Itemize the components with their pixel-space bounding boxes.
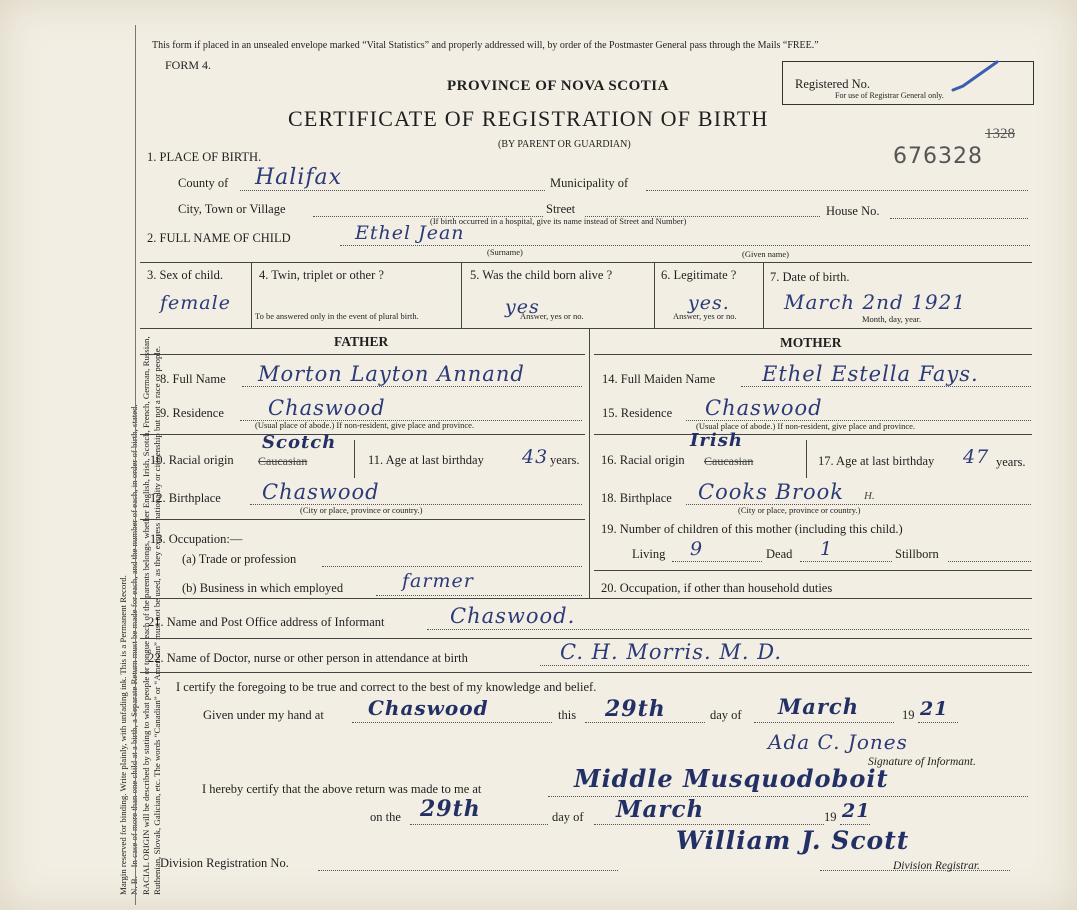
divider-1 — [251, 262, 252, 328]
father-residence-label: 9. Residence — [160, 406, 224, 420]
occupation-label: 13. Occupation:— — [150, 532, 243, 546]
mother-birthplace-label: 18. Birthplace — [601, 491, 672, 505]
year-prefix: 19 — [902, 708, 915, 722]
father-birthplace-label: 12. Birthplace — [150, 491, 221, 505]
mother-residence-label: 15. Residence — [602, 406, 673, 420]
mother-race-struck: Caucasian — [704, 454, 754, 468]
dead-label: Dead — [766, 547, 793, 561]
county-line — [240, 190, 545, 191]
father-name-label: 8. Full Name — [160, 372, 226, 386]
mother-residence-value: Chaswood — [705, 396, 823, 420]
doctor-line — [540, 665, 1029, 666]
rule-bottom — [140, 328, 1032, 329]
father-age-divider — [354, 440, 355, 478]
child-name-line — [340, 245, 1030, 246]
mail-note: This form if placed in an unsealed envelope marked “Vital Statistics” and properly addressed will, by order of the Postmaster General pass through the Mails “FREE.” — [152, 40, 819, 51]
father-residence-value: Chaswood — [268, 396, 386, 420]
dob-note: Month, day, year. — [862, 314, 922, 324]
margin-note-3: RACIAL ORIGIN will be described by stating to what people or tongue each of the parents belongs, whether English, Irish, Scotch, French, German, Russian, — [140, 336, 151, 895]
father-age-value: 43 — [522, 446, 549, 468]
father-name-line — [242, 386, 582, 387]
dob-value: March 2nd 1921 — [784, 290, 967, 314]
margin-note-2: N. B.—In case of more than one child at a birth, a Separate Return must be made for each, and the number of each, in order of birth, stated. — [129, 404, 140, 895]
given-name-note: (Given name) — [742, 249, 789, 259]
day-line — [585, 722, 705, 723]
informant-value: Chaswood. — [450, 604, 576, 628]
legitimate-note: Answer, yes or no. — [673, 311, 737, 321]
legitimate-value: yes. — [688, 292, 730, 314]
registered-number-box — [782, 61, 1034, 105]
father-rule-3 — [140, 519, 585, 520]
margin-note-4: Ruthenian, Slovak, Galician, etc. The words “Canadian” or “American” must not be used, as they express nationality or citizenship but not a race or people. — [151, 346, 162, 895]
month-line — [754, 722, 894, 723]
division-registration-line — [318, 870, 618, 871]
municipality-line — [646, 190, 1028, 191]
registrar-label: Division Registrar. — [893, 860, 980, 872]
given-place-line — [352, 722, 552, 723]
mother-name-label: 14. Full Maiden Name — [602, 372, 716, 386]
rule-top — [140, 262, 1032, 263]
margin-note-1: Margin reserved for binding. Write plainly, with unfading ink. This is a Permanent Record. — [118, 575, 128, 895]
father-name-value: Morton Layton Annand — [258, 362, 525, 386]
twin-note: To be answered only in the event of plural birth. — [255, 311, 419, 321]
place-of-birth-heading: 1. PLACE OF BIRTH. — [147, 150, 262, 164]
municipality-label: Municipality of — [550, 176, 629, 190]
business-line — [376, 595, 582, 596]
dead-line — [800, 561, 892, 562]
mother-rule-2 — [594, 434, 1032, 435]
doctor-value: C. H. Morris. M. D. — [560, 640, 783, 664]
twin-label: 4. Twin, triplet or other ? — [259, 268, 384, 282]
county-value: Halifax — [255, 165, 343, 190]
living-label: Living — [632, 547, 666, 561]
living-line — [672, 561, 762, 562]
given-place-value: Chaswood — [368, 696, 489, 720]
mother-rule-3 — [594, 570, 1032, 571]
page-title: CERTIFICATE OF REGISTRATION OF BIRTH — [288, 106, 769, 131]
month2-value: March — [616, 796, 705, 823]
registration-number: 676328 — [893, 144, 983, 169]
mother-residence-note: (Usual place of abode.) If non-resident, give place and province. — [696, 421, 916, 431]
form-number: FORM 4. — [165, 58, 212, 72]
children-label: 19. Number of children of this mother (including this child.) — [601, 522, 903, 536]
house-line — [890, 218, 1028, 219]
mother-occupation-label: 20. Occupation, if other than household duties — [601, 581, 833, 595]
mother-name-line — [741, 386, 1031, 387]
mother-birthplace-value: Cooks Brook — [698, 480, 845, 504]
doctor-label: 22. Name of Doctor, nurse or other person in attendance at birth — [148, 651, 468, 665]
mother-age-label: 17. Age at last birthday — [818, 454, 935, 468]
divider-3 — [654, 262, 655, 328]
year2-line — [840, 824, 870, 825]
dead-value: 1 — [820, 538, 834, 560]
father-birthplace-note: (City or place, province or country.) — [300, 505, 423, 515]
struck-number: 1328 — [985, 126, 1015, 142]
alive-note: Answer, yes or no. — [520, 311, 584, 321]
mother-years-label: years. — [996, 455, 1026, 469]
alive-label: 5. Was the child born alive ? — [470, 268, 613, 282]
certify-statement: I certify the foregoing to be true and correct to the best of my knowledge and belief. — [176, 680, 597, 694]
return-place-value: Middle Musquodoboit — [574, 764, 889, 793]
mother-race-value: Irish — [690, 430, 743, 451]
year2-prefix: 19 — [824, 810, 837, 824]
business-value: farmer — [402, 570, 474, 592]
given-under-label: Given under my hand at — [203, 708, 324, 722]
rule-informant-top — [140, 598, 1032, 599]
trade-label: (a) Trade or profession — [182, 552, 297, 566]
year-line — [918, 722, 958, 723]
mother-rule — [594, 354, 1032, 355]
father-rule-2 — [140, 434, 585, 435]
month-value: March — [778, 694, 859, 719]
father-years-label: years. — [550, 453, 580, 467]
day2-line — [410, 824, 548, 825]
dob-label: 7. Date of birth. — [770, 270, 850, 284]
informant-line — [427, 629, 1029, 630]
informant-signature: Ada C. Jones — [768, 730, 908, 754]
county-label: County of — [178, 176, 229, 190]
father-residence-note: (Usual place of abode.) If non-resident, give place and province. — [255, 420, 475, 430]
father-race-value: Scotch — [262, 432, 337, 453]
year-value: 21 — [920, 698, 949, 720]
informant-signature-label: Signature of Informant. — [868, 756, 976, 768]
rule-certify-top — [140, 672, 1032, 673]
father-rule — [140, 354, 585, 355]
mother-age-divider — [806, 440, 807, 478]
stillborn-line — [948, 561, 1031, 562]
father-age-label: 11. Age at last birthday — [368, 453, 484, 467]
mother-race-label: 16. Racial origin — [601, 453, 685, 467]
year2-value: 21 — [842, 800, 871, 822]
margin-divider — [135, 25, 136, 905]
mother-heading: MOTHER — [780, 335, 842, 350]
page-subtitle: (BY PARENT OR GUARDIAN) — [498, 139, 631, 150]
alive-value: yes — [505, 296, 540, 318]
father-race-struck: Caucasian — [258, 454, 308, 468]
rule-informant — [140, 638, 1032, 639]
divider-2 — [461, 262, 462, 328]
mother-birthplace-suffix: H. — [864, 490, 875, 502]
street-label: Street — [546, 202, 576, 216]
division-registration-label: Division Registration No. — [160, 856, 289, 870]
divider-4 — [763, 262, 764, 328]
this-label: this — [558, 708, 577, 722]
sex-label: 3. Sex of child. — [147, 268, 224, 282]
day2-value: 29th — [420, 796, 481, 822]
father-race-label: 10. Racial origin — [150, 453, 234, 467]
checkmark-icon — [951, 58, 1001, 98]
living-value: 9 — [690, 538, 704, 560]
return-label: I hereby certify that the above return was made to me at — [202, 782, 482, 796]
house-label: House No. — [826, 204, 880, 218]
mother-name-value: Ethel Estella Fays. — [762, 362, 979, 386]
mother-birthplace-note: (City or place, province or country.) — [738, 505, 861, 515]
registrar-note: For use of Registrar General only. — [835, 91, 944, 100]
stillborn-label: Stillborn — [895, 547, 939, 561]
child-name-label: 2. FULL NAME OF CHILD — [147, 231, 291, 245]
father-birthplace-value: Chaswood — [262, 480, 380, 504]
informant-label: 21. Name and Post Office address of Informant — [148, 615, 385, 629]
legitimate-label: 6. Legitimate ? — [661, 268, 737, 282]
registrar-signature: William J. Scott — [676, 826, 910, 855]
month2-line — [594, 824, 824, 825]
province-heading: PROVINCE OF NOVA SCOTIA — [447, 78, 669, 94]
on-the-label: on the — [370, 810, 401, 824]
day-value: 29th — [605, 696, 666, 722]
hospital-note: (If birth occurred in a hospital, give its name instead of Street and Number) — [430, 216, 687, 226]
mother-age-value: 47 — [963, 446, 990, 468]
child-name-value: Ethel Jean — [355, 222, 465, 244]
registered-label: Registered No. — [795, 77, 870, 91]
city-label: City, Town or Village — [178, 202, 286, 216]
surname-note: (Surname) — [487, 247, 523, 257]
trade-line — [322, 566, 582, 567]
parents-divider — [589, 328, 590, 598]
business-label: (b) Business in which employed — [182, 581, 344, 595]
sex-value: female — [160, 292, 231, 314]
day-of2-label: day of — [552, 810, 584, 824]
father-heading: FATHER — [334, 334, 389, 349]
day-of-label: day of — [710, 708, 742, 722]
